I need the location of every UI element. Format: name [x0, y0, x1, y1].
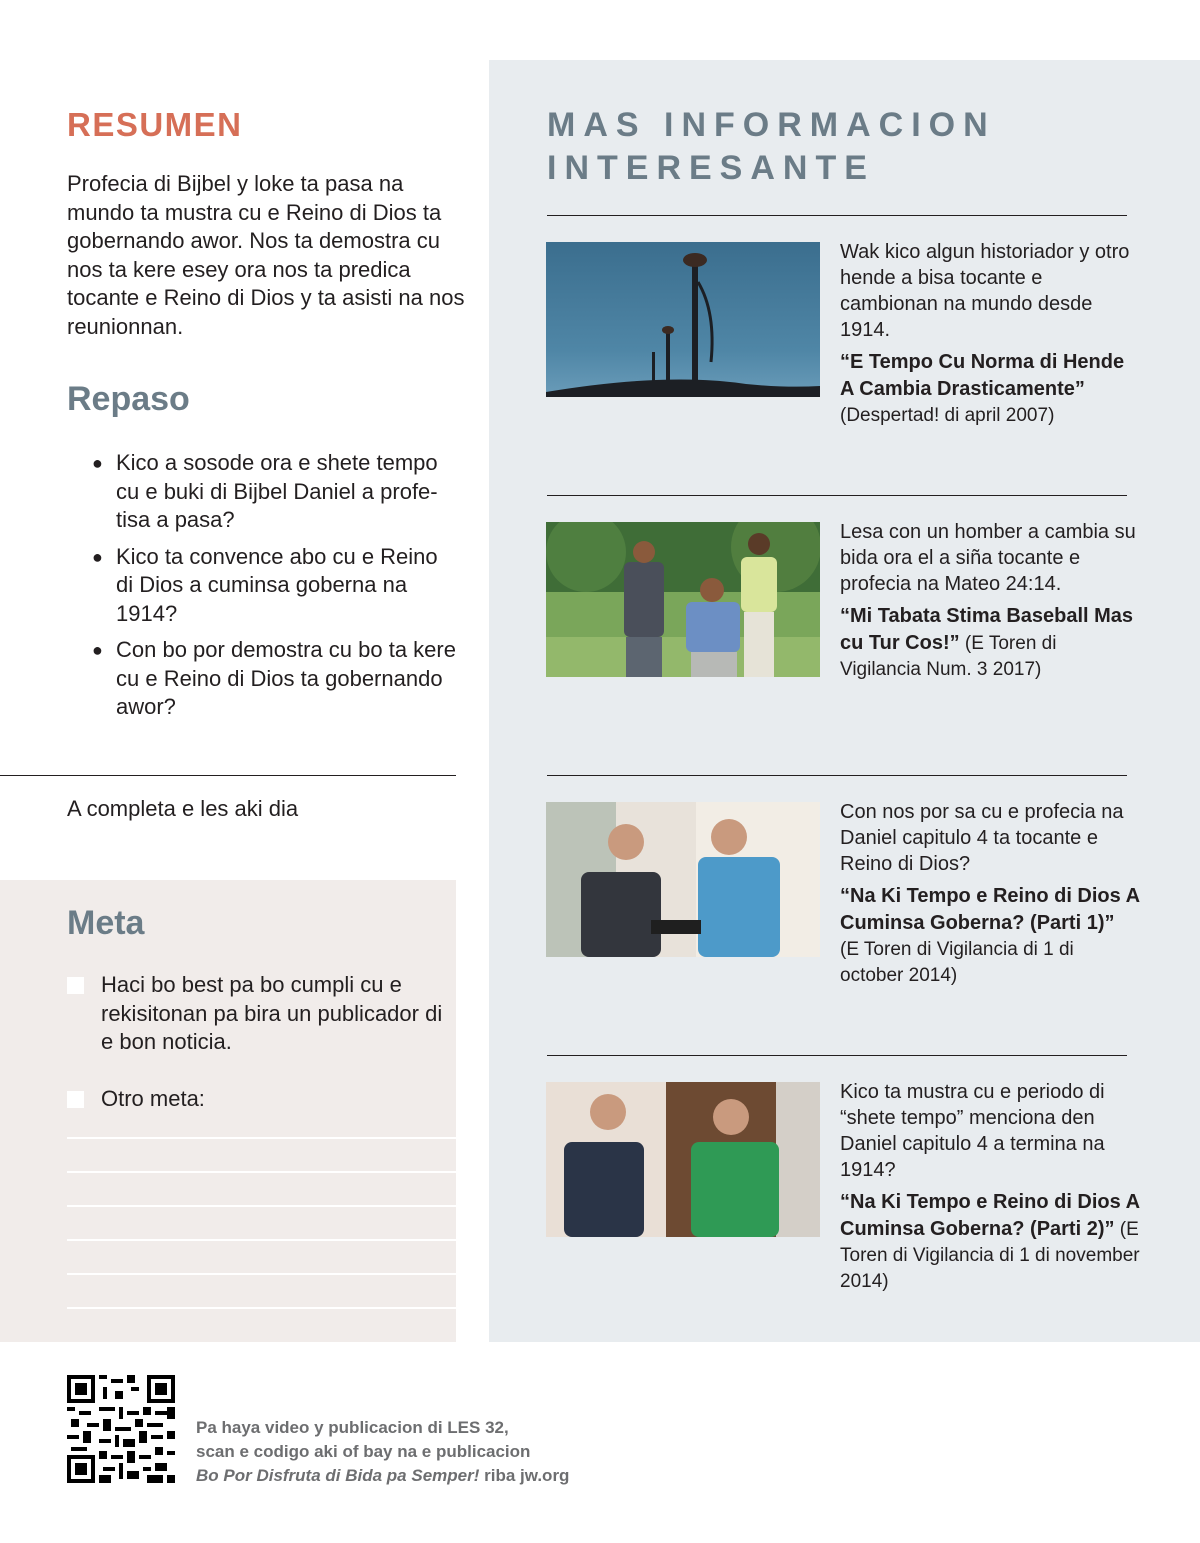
article-3-reference[interactable] — [840, 883, 1140, 989]
goal-label: Haci bo best pa bo cumpli cu e rekisitonan pa bira un publicador di e bon noticia. — [101, 972, 443, 1054]
conversation-photo-1 — [546, 802, 820, 957]
divider — [0, 775, 456, 776]
repaso-heading: Repaso — [67, 380, 190, 418]
write-in-line[interactable] — [67, 1273, 456, 1275]
article-2-ref-title[interactable]: “Mi Tabata Stima Baseball Mas cu Tur Cos!” — [840, 605, 1134, 654]
goal-checkbox[interactable] — [67, 977, 84, 994]
resumen-heading: RESUMEN — [67, 106, 243, 143]
write-in-line[interactable] — [67, 1239, 456, 1241]
article-4-description: Kico ta mustra cu e periodo di “shete tempo” menciona den Daniel capitulo 4 a termina na 1914? — [840, 1081, 1105, 1181]
article-3-ref-title[interactable]: “Na Ki Tempo e Reino di Dios A Cuminsa Goberna? (Parti 1)” — [840, 885, 1140, 934]
article-2-ref-source: (E Toren di Vigilancia Num. 3 2017) — [840, 633, 1057, 680]
divider — [547, 215, 1127, 216]
article-2 — [840, 519, 1140, 683]
article-3-image[interactable] — [546, 802, 820, 957]
article-3-ref-source: (E Toren di Vigilancia di 1 di october 2014) — [840, 939, 1074, 986]
more-info-title: MAS INFORMACION INTERESANTE — [547, 106, 996, 187]
goal-item — [67, 1085, 447, 1114]
publication-title-link[interactable]: Bo Por Disfruta di Bida pa Semper! — [196, 1466, 480, 1485]
article-4-ref-source: (E Toren di Vigilancia di 1 di november 2014) — [840, 1219, 1140, 1292]
write-in-line[interactable] — [67, 1205, 456, 1207]
goal-item — [67, 971, 447, 1057]
article-3-description: Con nos por sa cu e profecia na Daniel capitulo 4 ta tocante e Reino di Dios? — [840, 801, 1124, 875]
completion-date-label: A completa e les aki dia — [67, 796, 299, 821]
article-2-reference[interactable] — [840, 603, 1140, 683]
review-question: ● Kico a sosode ora e shete tempo cu e buki di Bijbel Daniel a profe-tisa a pasa? — [92, 450, 438, 532]
meta-heading: Meta — [67, 904, 145, 942]
divider — [547, 1055, 1127, 1056]
article-1-ref-source: (Despertad! di april 2007) — [840, 405, 1055, 426]
article-4 — [840, 1079, 1140, 1295]
review-questions-list — [90, 449, 460, 730]
article-2-image[interactable] — [546, 522, 820, 677]
bullet-icon: ● — [92, 546, 103, 567]
review-question: ● Kico ta convence abo cu e Reino di Dios a cuminsa goberna na 1914? — [92, 543, 438, 626]
conversation-photo-2 — [546, 1082, 820, 1237]
divider — [547, 775, 1127, 776]
memorial-silhouette-image — [546, 242, 820, 397]
bullet-icon: ● — [92, 640, 103, 660]
article-4-ref-title[interactable]: “Na Ki Tempo e Reino di Dios A Cuminsa Goberna? (Parti 2)” — [840, 1191, 1140, 1240]
article-1-description: Wak kico algun historiador y otro hende a bisa tocante e cambionan na mundo desde 1914. — [840, 241, 1130, 341]
footer-note — [196, 1416, 569, 1488]
goal-label: Otro meta: — [101, 1086, 205, 1111]
bullet-icon: ● — [92, 453, 103, 473]
footer-line-2: scan e codigo aki of bay na e publicacion — [196, 1442, 531, 1461]
write-in-line[interactable] — [67, 1171, 456, 1173]
article-1 — [840, 239, 1140, 429]
qr-code-icon[interactable] — [67, 1375, 175, 1483]
divider — [547, 495, 1127, 496]
article-1-image[interactable] — [546, 242, 820, 397]
article-4-reference[interactable] — [840, 1189, 1140, 1295]
goal-checkbox[interactable] — [67, 1091, 84, 1108]
article-3 — [840, 799, 1140, 989]
article-1-reference[interactable] — [840, 349, 1140, 429]
family-baseball-photo — [546, 522, 820, 677]
footer-line-3-rest: riba jw.org — [479, 1466, 570, 1485]
article-4-image[interactable] — [546, 1082, 820, 1237]
article-2-description: Lesa con un homber a cambia su bida ora el a siña tocante e profecia na Mateo 24:14. — [840, 521, 1136, 595]
write-in-line[interactable] — [67, 1307, 456, 1309]
resumen-text: Profecia di Bijbel y loke ta pasa na mundo ta mustra cu e Reino di Dios ta gobernando awor. Nos ta demostra cu nos ta kere esey ora nos ta predica tocante e Reino di Dios y ta asisti na nos reunionnan. — [67, 171, 465, 339]
write-in-line[interactable] — [67, 1137, 456, 1139]
footer-line-1: Pa haya video y publicacion di LES 32, — [196, 1418, 509, 1437]
article-1-ref-title[interactable]: “E Tempo Cu Norma di Hende A Cambia Drasticamente” — [840, 351, 1125, 400]
review-question: ● Con bo por demostra cu bo ta kere cu e Reino di Dios ta gobernando awor? — [92, 637, 456, 719]
